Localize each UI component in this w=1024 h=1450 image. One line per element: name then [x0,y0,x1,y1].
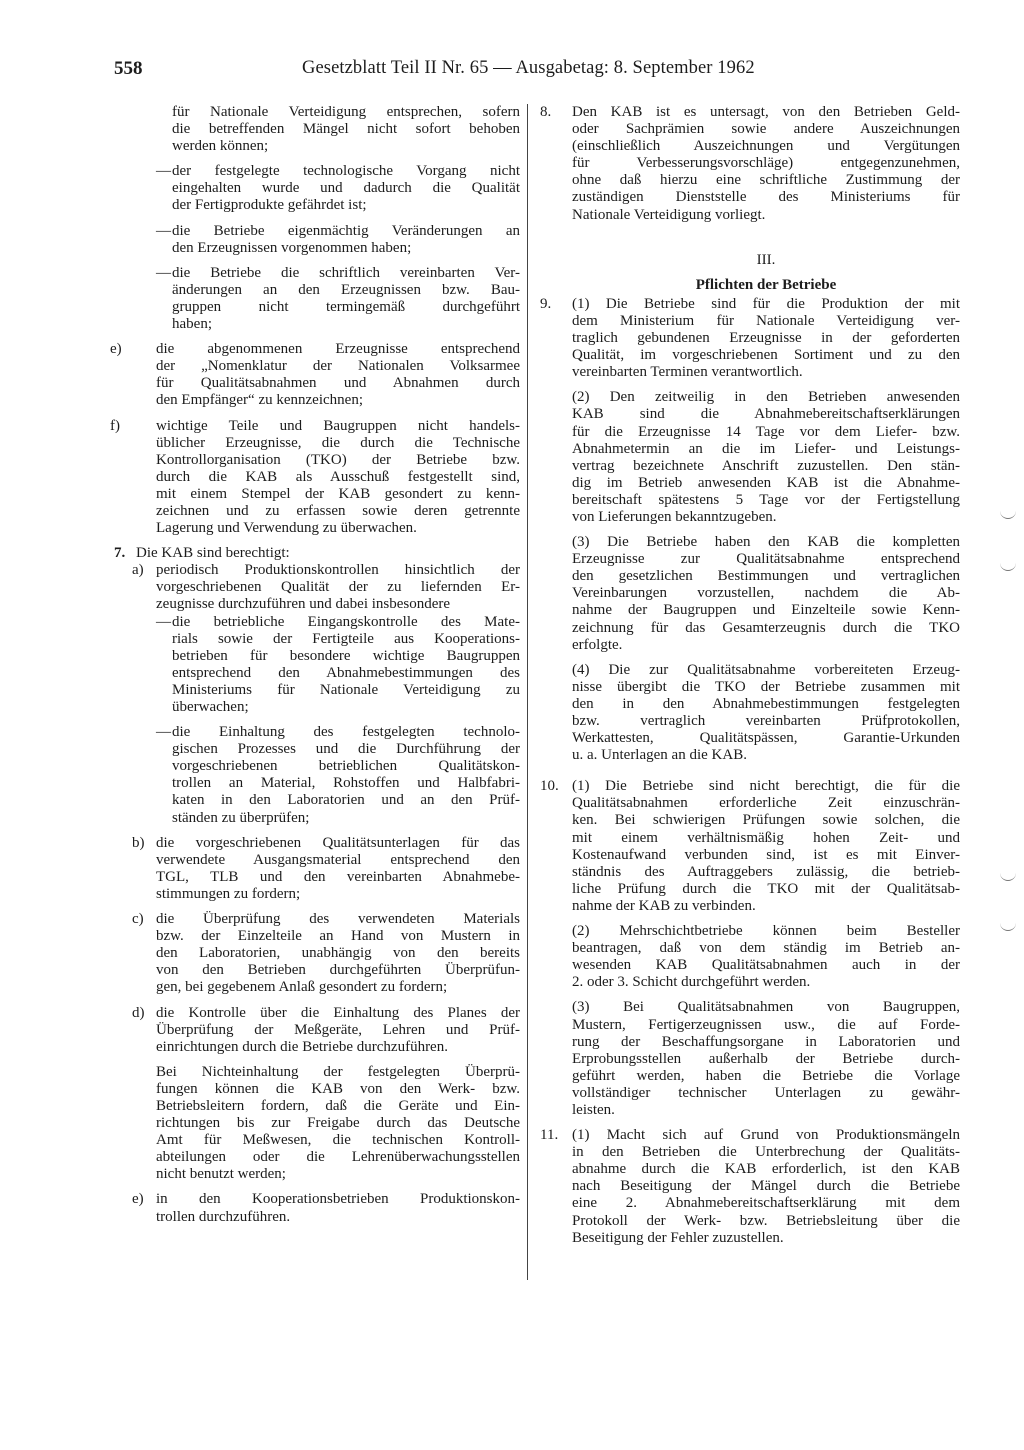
text-line: (1) Macht sich auf Grund von Produktionsmängeln [572,1127,960,1144]
text-line: Abnahmetermin an die im Liefer- und Leistungs- [572,440,960,457]
section-number: 11. [540,1127,559,1144]
text-line: stimmungen zu fordern; [156,885,301,902]
text-line: beantragen, daß von dem ständig im Betrieb an- [572,940,960,957]
dash-item [114,265,520,333]
text-line: oder Sachprämien sowie andere Auszeichnungen [572,121,960,138]
section-intro: Die KAB sind berechtigt: [136,545,290,562]
section-7 [114,545,520,562]
margin-mark [1000,510,1016,519]
item-d [114,1005,520,1056]
paragraph [540,104,960,224]
paragraph [540,778,960,915]
text-line: u. a. Unterlagen an die KAB. [572,747,747,764]
text-line: 2. oder 3. Schicht durchgeführt werden. [572,974,811,991]
text-line: gen, bei gegebenem Anlaß gesondert zu fordern; [156,979,448,996]
text-line: trollen durchzuführen. [156,1208,291,1225]
text-line: die Kontrolle über die Einhaltung des Planes der [156,1004,520,1021]
text-line: in den Betrieben die Unterbrechung der Qualitäts- [572,1144,960,1161]
text-line: die betriebliche Eingangskontrolle des Mate- [172,613,520,630]
text-line: der Fertigprodukte gefährdet ist; [172,197,367,214]
text-line: Betriebsleitern fordern, daß die Geräte und Ein- [156,1097,520,1114]
dash-marker: — [156,724,171,741]
item-label: a) [132,562,144,579]
text-line: traglich gebundenen Erzeugnisse in der geforderten [572,330,960,347]
text-line: Qualität, im vorgeschriebenen Sortiment und zu den [572,347,960,364]
paragraph [540,1127,960,1247]
margin-mark [1000,872,1016,881]
text-line: zeugnisse durchzuführen und dabei insbesondere [156,596,451,613]
item-label: d) [132,1004,145,1021]
text-line: rung der Beschaffungsorgane in Laboratorien und [572,1033,960,1050]
text-line: haben; [172,316,212,333]
text-line: werden können; [172,138,269,155]
item-label: f) [110,417,120,434]
column-divider [527,104,528,1280]
text-line: (2) Mehrschichtbetriebe können beim Besteller [572,923,960,940]
continued-text [114,104,520,155]
dash-marker: — [156,264,171,281]
text-line: entsprechend den Abnahmebestimmungen des [172,664,520,681]
text-line: nicht benutzt werden; [156,1166,286,1183]
text-line: Bei Nichteinhaltung der festgelegten Überprü- [156,1063,520,1080]
text-line: Kontrollorganisation (TKO) der Betriebe bzw. [156,451,520,468]
text-line: von den Betrieben durchgeführten Überprüfun- [156,962,520,979]
text-line: zuständigen Dienststelle des Ministeriums für [572,189,960,206]
text-line: Erzeugnisse zur Qualitätsabnahme entsprechend [572,551,960,568]
text-line: die Betriebe die schriftlich vereinbarten Ver- [172,264,520,281]
text-line: für Verbesserungsvorschläge) entgegenzunehmen, [572,155,960,172]
section-label: 7. [114,545,126,562]
item-d-paragraph [114,1064,520,1184]
text-line: nahme der KAB zu verbinden. [572,897,756,914]
text-line: nisse übergibt die TKO der Betriebe zusammen mit [572,678,960,695]
section-numeral: III. [756,251,776,268]
text-line: durch die KAB als Ausschuß festgestellt sind, [156,468,520,485]
text-line: der festgelegte technologische Vorgang nicht [172,163,520,180]
text-line: der „Nomenklatur der Nationalen Volksarmee [156,358,520,375]
text-line: (2) Den zeitweilig in den Betrieben anwesenden [572,389,960,406]
text-line: für Qualitätsabnahmen und Abnahmen durch [156,375,520,392]
item-e-second [114,1191,520,1225]
paragraph [540,923,960,991]
paragraph [540,296,960,381]
section-number: 10. [540,778,559,795]
text-line: für die Erzeugnisse 14 Tage vor dem Liefer- bzw. [572,423,960,440]
text-line: ken. Bei schwierigen Prüfungen sowie solchen, die [572,812,960,829]
text-line: mit einem verhältnismäßig hohen Zeit- und [572,829,960,846]
text-line: in den Kooperationsbetrieben Produktionskon- [156,1191,520,1208]
text-line: TGL, TLB und den vereinbarten Abnahmebe- [156,868,520,885]
text-line: Beseitigung der Fehler zuzustellen. [572,1229,784,1246]
section-number: 8. [540,104,552,120]
text-line: den Empfänger“ zu kennzeichnen; [156,392,363,409]
section-8 [540,104,960,224]
text-line: Qualitätsabnahmen erforderliche Zeit einzuschrän- [572,795,960,812]
text-line: ständnis des Auftraggebers zulässig, die betrieb- [572,863,960,880]
text-line: (einschließlich Auszeichnungen und Vergütungen [572,138,960,155]
text-line: vereinbarten Terminen verantwortlich. [572,364,803,381]
text-line: mit einem Stempel der KAB gesondert zu kenn- [156,485,520,502]
text-line: (1) Die Betriebe sind für die Produktion der mit [572,295,960,312]
text-line: vorgeschriebenen betrieblichen Qualitätskon- [172,758,520,775]
text-line: eingehalten wurde und dadurch die Qualität [172,180,520,197]
text-line: eine 2. Abnahmebereitschaftserklärung mit dem [572,1195,960,1212]
paragraph [540,999,960,1119]
text-line: den Laboratorien, unabhängig von den bereits [156,945,520,962]
text-line: gischen Prozesses und die Durchführung der [172,741,520,758]
dash-item [114,614,520,717]
item-b [114,835,520,903]
text-line: vertrag bezeichnete Anschrift zuzustellen. Den stän- [572,457,960,474]
text-line: die abgenommenen Erzeugnisse entsprechend [156,341,520,358]
margin-mark [1000,922,1016,931]
text-line: leisten. [572,1101,615,1118]
text-line: einrichtungen durch die Betriebe durchzuführen. [156,1038,448,1055]
page-number: 558 [114,58,143,79]
text-line: Überprüfung der Meßgeräte, Lehren und Prüf- [156,1021,520,1038]
text-line: vorgeschriebenen Qualität der zu liefernden Er- [156,579,520,596]
text-line: zeichnen und zu erfassen sowie deren getrennte [156,502,520,519]
text-line: vollständiger technischer Unterlagen zu gewähr- [572,1084,960,1101]
publication-title: Gesetzblatt Teil II Nr. 65 — Ausgabetag: 8. September 1962 [302,58,755,78]
text-line: änderungen an den Erzeugnissen bzw. Bau- [172,281,520,298]
text-line: richtungen bis zur Freigabe durch das Deutsche [156,1115,520,1132]
text-line: betrieben für besondere wichtige Baugruppen [172,647,520,664]
text-line: periodisch Produktionskontrollen hinsichtlich der [156,562,520,579]
text-line: den Erzeugnissen vorgenommen haben; [172,239,412,256]
text-line: nahme der Baugruppen und Einzelteile sowie Kenn- [572,602,960,619]
text-line: Erprobungsstellen außerhalb der Betriebe durch- [572,1050,960,1067]
text-line: fungen können die KAB von den Werk- bzw. [156,1080,520,1097]
dash-marker: — [156,613,171,630]
text-line: den gesetzlichen Bestimmungen und vertraglichen [572,568,960,585]
text-line: zeichnung für das Gesamterzeugnis durch die TKO [572,619,960,636]
text-line: üblicher Erzeugnisse, die durch die Technische [156,434,520,451]
dash-item [114,724,520,827]
text-line: Ministeriums für Nationale Verteidigung zu [172,681,520,698]
text-line: nach Beseitigung der Mängel durch die Betriebe [572,1178,960,1195]
item-label: c) [132,911,144,928]
item-label: e) [110,341,122,358]
text-line: bzw. der Einzelteile an Hand von Mustern in [156,928,520,945]
text-line: von Lieferungen bekanntzugeben. [572,508,777,525]
text-line: verwendete Ausgangsmaterial entsprechend den [156,851,520,868]
text-line: Protokoll der Werk- bzw. Betriebsleitung über die [572,1212,960,1229]
text-line: geführt werden, haben die Betriebe die Vorlage [572,1067,960,1084]
text-line: gruppen nicht termingemäß durchgeführt [172,298,520,315]
page-header [114,58,788,84]
dash-marker: — [156,163,171,180]
text-line: (3) Die Betriebe haben den KAB die kompletten [572,534,960,551]
dash-marker: — [156,222,171,239]
text-line: dig im Betrieb anwesenden KAB ist die Abnahme- [572,474,960,491]
section-title: Pflichten der Betriebe [695,276,837,293]
text-line: die vorgeschriebenen Qualitätsunterlagen für das [156,834,520,851]
text-line: Werkattesten, Qualitätspässen, Garantie-Urkunden [572,730,960,747]
item-a [114,562,520,613]
text-line: erfolgte. [572,636,623,653]
text-line: dem Ministerium für Nationale Verteidigung ver- [572,312,960,329]
item-label: e) [132,1191,144,1208]
text-line: Mustern, Fertigerzeugnissen usw., die auf Forde- [572,1016,960,1033]
text-line: überwachen; [172,699,249,715]
section-9 [540,296,960,764]
paragraph [540,534,960,654]
text-line: Lagerung und Verwendung zu überwachen. [156,520,417,537]
text-line: Kostenaufwand verbunden sind, ist es mit Einver- [572,846,960,863]
text-line: wesenden KAB Qualitätsabnahmen auch in der [572,957,960,974]
dash-item [114,223,520,257]
text-line: die betreffenden Mängel nicht sofort behoben [172,121,520,138]
text-line: KAB sind die Abnahmebereitschaftserklärungen [572,406,960,423]
text-line: (4) Die zur Qualitätsabnahme vorbereiteten Erzeug- [572,661,960,678]
text-line: Vereinbarungen vorzustellen, nachdem die Ab- [572,585,960,602]
text-line: abteilungen oder die Lehrenüberwachungsstellen [156,1149,520,1166]
text-line: die Überprüfung des verwendeten Materials [156,911,520,928]
text-line: bzw. vertraglich vereinbarten Prüfprotokollen, [572,713,960,729]
item-label: b) [132,834,145,851]
margin-mark [1000,562,1016,571]
text-line: den in den Abnahmebestimmungen festgelegten [572,695,960,712]
text-line: Amt für Meßwesen, die technischen Kontroll- [156,1132,520,1149]
item-c [114,911,520,996]
left-column [110,104,520,1234]
text-line: bereitschaft spätestens 5 Tage vor der Fertigstellung [572,491,960,508]
paragraph [540,389,960,526]
text-line: ständen zu überprüfen; [172,809,310,826]
text-line: rials sowie der Fertigteile aus Kooperations- [172,630,520,647]
text-line: Nationale Verteidigung vorliegt. [572,206,766,223]
item-f [110,417,520,538]
text-line: ohne daß hierzu eine schriftliche Zustimmung der [572,172,960,189]
text-line: die Betriebe eigenmächtig Veränderungen an [172,222,520,239]
text-line: (1) Die Betriebe sind nicht berechtigt, die für die [572,778,960,795]
text-line: Den KAB ist es untersagt, von den Betrieben Geld- [572,104,960,120]
section-10 [540,778,960,1119]
section-number: 9. [540,295,552,312]
section-11 [540,1127,960,1247]
text-line: die Einhaltung des festgelegten technolo- [172,724,520,741]
paragraph [540,662,960,765]
text-line: katen in den Laboratorien und an den Prüf- [172,792,520,809]
item-e [110,341,520,409]
text-line: (3) Bei Qualitätsabnahmen von Baugruppen, [572,999,960,1016]
text-line: trollen an Material, Rohstoffen und Halbfabri- [172,775,520,792]
text-line: wichtige Teile und Baugruppen nicht handels- [156,417,520,434]
text-line: liche Prüfung durch die TKO mit der Qualitätsab- [572,880,960,897]
text-line: für Nationale Verteidigung entsprechen, sofern [172,104,520,120]
text-line: abnahme durch die KAB erforderlich, ist den KAB [572,1161,960,1178]
right-column [540,104,960,1255]
dash-item [114,163,520,214]
